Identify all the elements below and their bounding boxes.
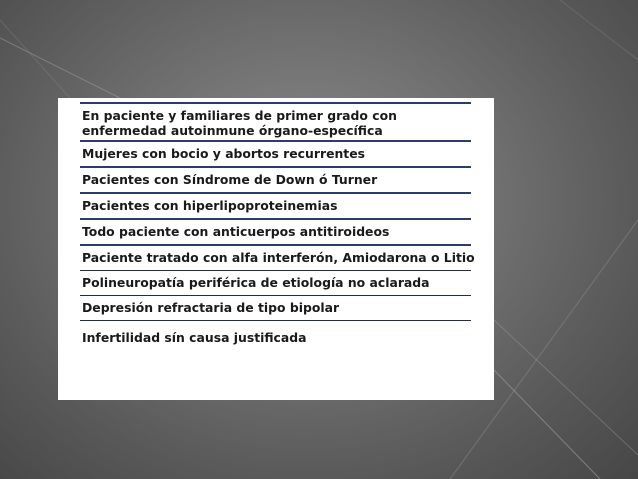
- criteria-row-text: En paciente y familiares de primer grado con enfermedad autoinmune órgano-específica: [82, 108, 397, 138]
- criteria-row: Paciente tratado con alfa interferón, Amiodarona o Litio: [80, 246, 471, 271]
- criteria-row: Polineuropatía periférica de etiología no aclarada: [80, 271, 471, 296]
- criteria-row: Todo paciente con anticuerpos antitiroideos: [80, 220, 471, 246]
- criteria-row: Depresión refractaria de tipo bipolar: [80, 296, 471, 321]
- criteria-row: Pacientes con Síndrome de Down ó Turner: [80, 168, 471, 194]
- criteria-row: Mujeres con bocio y abortos recurrentes: [80, 142, 471, 168]
- criteria-panel: [58, 98, 494, 400]
- criteria-row: Pacientes con hiperlipoproteinemias: [80, 194, 471, 220]
- criteria-row: Infertilidad sín causa justificada: [82, 330, 307, 345]
- criteria-row: [80, 102, 471, 142]
